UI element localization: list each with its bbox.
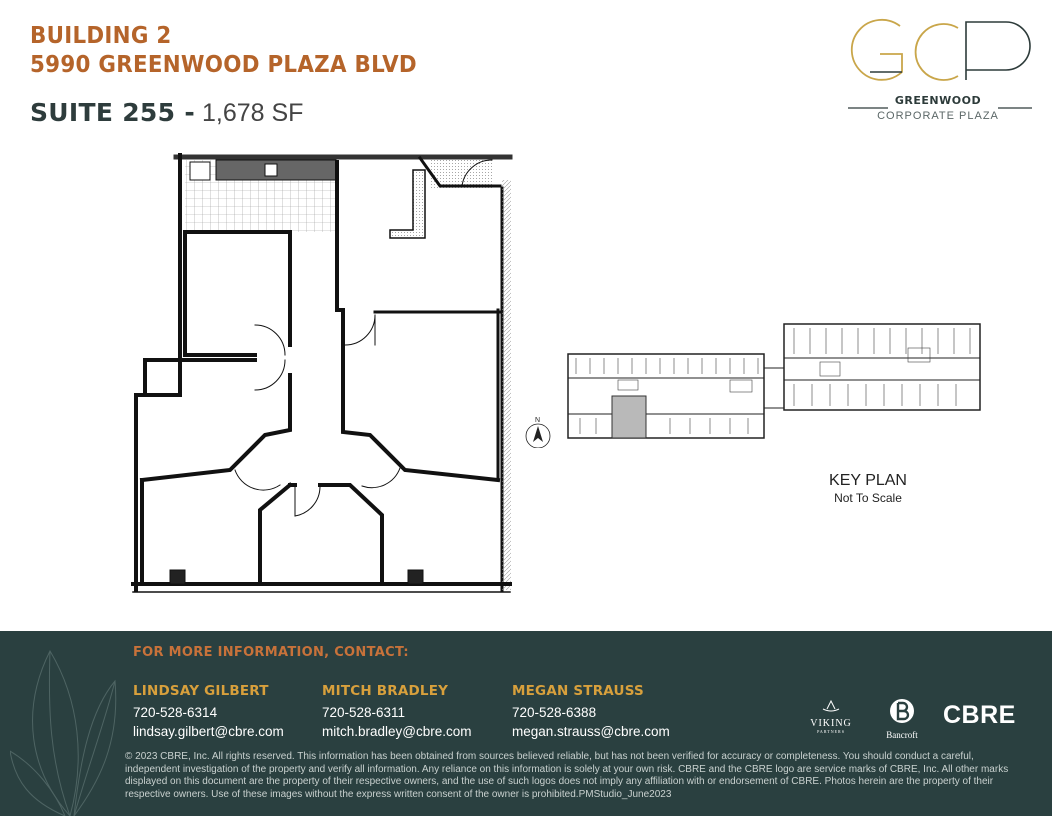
bancroft-logo [880, 697, 924, 740]
gcp-monogram-icon [840, 14, 1040, 94]
contact-name: MITCH BRADLEY [322, 683, 449, 699]
contact-email[interactable]: mitch.bradley@cbre.com [322, 724, 472, 739]
viking-ship-icon [821, 699, 841, 713]
contact-phone[interactable]: 720-528-6388 [512, 705, 597, 720]
north-arrow-icon [526, 417, 550, 448]
footer [0, 631, 1052, 816]
header [30, 22, 446, 128]
logo-name: GREENWOOD [894, 94, 982, 107]
viking-sub: PARTNERS [817, 729, 845, 734]
disclaimer: © 2023 CBRE, Inc. All rights reserved. This information has been obtained from sources believed reliable, but has not been verified for accuracy or completeness. You should conduct a careful, independent investigation of the property and verify all information. Any reliance on this information is solely at your own risk. CBRE and the CBRE logo are service marks of CBRE, Inc. All other marks displayed on this document are the property of their respective owners, and the use of such logos does not imply any affiliation with or endorsement of CBRE. Photos herein are the property of their respective owners. Use of these images without the express written consent of the owner is prohibited.PMStudio_June2023 [125, 751, 1009, 800]
leaf-decoration-icon [10, 631, 130, 816]
building-address: 5990 GREENWOOD PLAZA BLVD [30, 52, 417, 78]
contact-card [512, 683, 670, 741]
contact-phone[interactable]: 720-528-6311 [322, 705, 406, 720]
suite-number: SUITE 255 - [30, 98, 196, 127]
suite-area: 1,678 SF [201, 99, 304, 127]
bancroft-b-icon [887, 697, 917, 725]
contact-phone[interactable]: 720-528-6314 [133, 705, 218, 720]
suite-floor-plan [130, 150, 515, 600]
key-plan-label [808, 472, 928, 505]
suite-line [30, 98, 446, 128]
viking-partners-logo [806, 699, 856, 734]
svg-text:N: N [535, 417, 541, 424]
contact-name: LINDSAY GILBERT [133, 683, 269, 699]
logo-subtitle: CORPORATE PLAZA [877, 110, 999, 122]
cbre-logo: CBRE [943, 701, 1016, 729]
contact-name: MEGAN STRAUSS [512, 683, 644, 699]
gcp-logo [840, 14, 1040, 126]
key-plan-title: KEY PLAN [829, 472, 907, 489]
bancroft-name: Bancroft [886, 730, 918, 740]
suite-highlight [612, 396, 646, 438]
contact-email[interactable]: megan.strauss@cbre.com [512, 724, 670, 739]
key-plan-subtitle: Not To Scale [834, 491, 902, 505]
viking-name: VIKING [810, 718, 852, 729]
contact-card [322, 683, 472, 741]
contact-email[interactable]: lindsay.gilbert@cbre.com [133, 724, 284, 739]
logo-rule-lines [848, 107, 1032, 109]
contact-card [133, 683, 284, 741]
contact-heading: FOR MORE INFORMATION, CONTACT: [133, 645, 409, 660]
key-plan-diagram [520, 318, 990, 448]
building-name: BUILDING 2 [30, 23, 172, 49]
